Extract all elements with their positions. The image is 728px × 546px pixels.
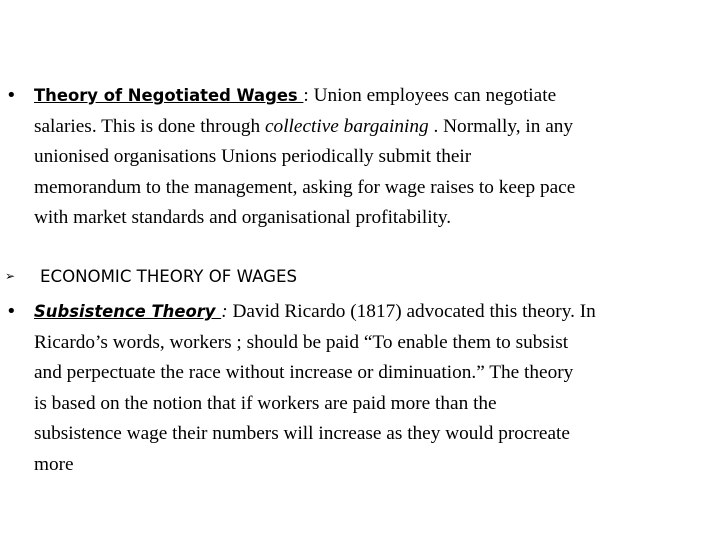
economic-theory-heading: ECONOMIC THEORY OF WAGES — [40, 267, 298, 286]
paragraph-line — [34, 389, 724, 420]
line-text: is based on the notion that if workers are paid more than the — [34, 392, 497, 414]
bullet-dot-icon: • — [6, 301, 17, 322]
heading-colon: : — [221, 301, 228, 322]
line-text: Ricardo’s words, workers ; should be paid “To enable them to subsist — [34, 331, 569, 353]
line-text: unionised organisations Unions periodically submit their — [34, 146, 472, 167]
subsistence-theory-paragraph — [34, 297, 724, 480]
paragraph-line — [34, 203, 724, 234]
negotiated-wages-paragraph — [34, 81, 724, 234]
paragraph-line — [34, 173, 724, 204]
line-text: subsistence wage their numbers will increase as they would procreate — [34, 423, 570, 444]
paragraph-line — [34, 358, 724, 389]
line-text: David Ricardo (1817) advocated this theory. In — [227, 301, 596, 322]
paragraph-line — [34, 112, 724, 143]
line-text: with market standards and organisational profitability. — [34, 207, 452, 228]
subsistence-theory-heading: Subsistence Theory — [34, 302, 222, 321]
paragraph-line — [34, 419, 724, 450]
line-text: : Union employees can negotiate — [303, 85, 557, 106]
bullet-dot-icon: • — [6, 85, 17, 106]
paragraph-line — [34, 297, 724, 328]
paragraph-line — [34, 142, 724, 173]
line-text: and perpectuate the race without increase or diminuation.” The theory — [34, 362, 574, 383]
line-text: salaries. This is done through — [34, 115, 265, 137]
negotiated-wages-heading: Theory of Negotiated Wages — [34, 86, 304, 105]
paragraph-line — [34, 450, 724, 481]
line-text: . Normally, in any — [428, 115, 574, 137]
collective-bargaining-term: collective bargaining — [265, 115, 429, 137]
arrow-bullet-icon: ➢ — [5, 269, 16, 283]
line-text: memorandum to the management, asking for wage raises to keep pace — [34, 176, 576, 198]
paragraph-line — [34, 328, 724, 359]
paragraph-line — [34, 81, 724, 112]
line-text: more — [34, 453, 74, 475]
